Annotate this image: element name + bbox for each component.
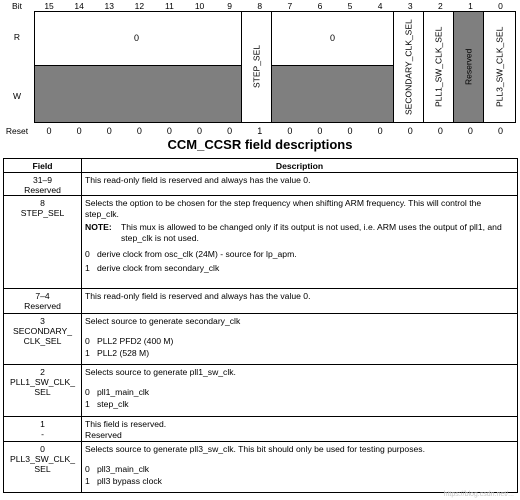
secondary-clk-sel-label: SECONDARY_CLK_SEL	[403, 19, 414, 115]
description-text: Selects the option to be chosen for the step frequency when shifting ARM frequency. This will control the step_clk.	[85, 198, 482, 219]
reserved-high-read-value: 0	[134, 33, 140, 43]
field-name: STEP_SEL	[20, 208, 65, 218]
reserved-bit1-label: Reserved	[463, 48, 474, 86]
reset-value: 0	[377, 126, 383, 136]
description-cell	[82, 365, 518, 417]
bit-number: 2	[437, 1, 443, 11]
field-cell	[4, 365, 82, 417]
option-0-value: 0	[85, 335, 90, 346]
field-cell	[4, 173, 82, 196]
field-bits: 1	[40, 419, 45, 429]
step-sel-cell	[241, 11, 272, 123]
description-text: Selects source to generate pll3_sw_clk. This bit should only be used for testing purposes.	[85, 444, 425, 454]
option-1-value: 1	[85, 399, 90, 410]
reset-value: 0	[287, 126, 293, 136]
field-cell	[4, 196, 82, 289]
pll3-sw-clk-sel-label: PLL3_SW_CLK_SEL	[494, 26, 505, 108]
secondary-clk-sel-cell	[393, 11, 424, 123]
pll1-sw-clk-sel-cell	[423, 11, 454, 123]
field-bits: 2	[40, 367, 45, 377]
field-name: Reserved	[24, 185, 61, 195]
option-0	[85, 249, 514, 260]
description-text-2: Reserved	[85, 429, 122, 440]
bit-number: 6	[317, 1, 323, 11]
description-cell	[82, 442, 518, 493]
option-0-value: 0	[85, 249, 90, 260]
reset-value: 0	[197, 126, 203, 136]
bit-number: 0	[498, 1, 503, 11]
reserved-bit1-cell	[453, 11, 484, 123]
field-cell	[4, 289, 82, 314]
reset-value: 0	[76, 126, 82, 136]
field-description-table	[3, 158, 518, 493]
field-cell	[4, 442, 82, 493]
reserved-mid-read-value: 0	[330, 33, 336, 43]
field-bits: 8	[40, 198, 45, 208]
bit-number: 10	[194, 1, 205, 11]
option-1-text: pll3 bypass clock	[97, 476, 162, 487]
option-1-value: 1	[85, 348, 90, 359]
bit-number: 8	[257, 1, 263, 11]
field-bits: 3	[40, 316, 45, 326]
description-text: This field is reserved.	[85, 419, 167, 429]
description-text: Select source to generate secondary_clk	[85, 316, 241, 326]
table-row	[4, 196, 518, 289]
description-cell	[82, 196, 518, 289]
reset-value: 1	[257, 126, 263, 136]
description-text: Selects source to generate pll1_sw_clk.	[85, 367, 236, 377]
reserved-mid-read-cell	[271, 11, 394, 66]
step-sel-label: STEP_SEL	[251, 45, 262, 89]
field-name: PLL3_SW_CLK_	[10, 454, 75, 464]
reset-value: 0	[46, 126, 52, 136]
option-0	[85, 464, 514, 475]
reset-value: 0	[407, 126, 413, 136]
note-text: This mux is allowed to be changed only if its output is not used, i.e. ARM uses the output of pll1, and step_clk is not used.	[121, 222, 502, 243]
field-name-cont: SEL	[34, 464, 51, 474]
option-1	[85, 263, 514, 274]
description-cell	[82, 173, 518, 196]
reset-value: 0	[498, 126, 504, 136]
option-1-text: derive clock from secondary_clk	[97, 262, 220, 273]
read-row-label: R	[13, 32, 21, 42]
option-1-value: 1	[85, 262, 90, 273]
field-bits: 7–4	[35, 291, 50, 301]
option-0-text: derive clock from osc_clk (24M) - source for lp_apm.	[97, 249, 297, 260]
field-cell	[4, 417, 82, 442]
note-block	[85, 222, 514, 243]
bit-number: 3	[407, 1, 413, 11]
reset-value: 0	[166, 126, 172, 136]
option-0-value: 0	[85, 386, 90, 397]
option-1-text: step_clk	[97, 399, 129, 410]
bit-number: 7	[287, 1, 293, 11]
option-0-text: pll3_main_clk	[97, 463, 150, 474]
option-0-text: pll1_main_clk	[97, 386, 150, 397]
write-row-label: W	[12, 91, 22, 101]
reset-value: 0	[136, 126, 142, 136]
table-row	[4, 365, 518, 417]
bit-number: 15	[44, 1, 54, 11]
bit-number: 13	[104, 1, 114, 11]
reset-value: 0	[437, 126, 443, 136]
page-title: CCM_CCSR field descriptions	[167, 137, 353, 152]
field-column-header: Field	[4, 159, 82, 173]
pll1-sw-clk-sel-label: PLL1_SW_CLK_SEL	[433, 26, 444, 108]
table-row	[4, 417, 518, 442]
option-1-text: PLL2 (528 M)	[97, 348, 150, 359]
option-1	[85, 476, 514, 487]
field-name: -	[41, 429, 44, 439]
option-0-value: 0	[85, 463, 90, 474]
field-cell	[4, 314, 82, 365]
bit-number: 11	[165, 1, 174, 11]
bit-number: 4	[377, 1, 383, 11]
note-label: NOTE:	[85, 222, 112, 233]
reset-row-label: Reset	[5, 126, 29, 136]
reset-value: 0	[317, 126, 323, 136]
field-bits: 31–9	[32, 175, 53, 185]
table-header-row	[4, 159, 518, 173]
description-cell	[82, 289, 518, 314]
option-1	[85, 348, 514, 359]
description-text: This read-only field is reserved and always has the value 0.	[85, 291, 311, 301]
reserved-high-read-cell	[34, 11, 242, 66]
table-row	[4, 289, 518, 314]
description-cell	[82, 314, 518, 365]
field-name: Reserved	[24, 301, 61, 311]
bit-number: 12	[134, 1, 145, 11]
bit-number: 14	[74, 1, 84, 11]
table-row	[4, 314, 518, 365]
reserved-high-write-cell	[34, 65, 242, 123]
option-1-value: 1	[85, 476, 90, 487]
bit-row-label: Bit	[12, 1, 22, 11]
watermark: https://blog.csdn.net/...	[443, 491, 514, 498]
table-row	[4, 173, 518, 196]
description-cell	[82, 417, 518, 442]
table-row	[4, 442, 518, 493]
option-1	[85, 399, 514, 410]
bit-number: 9	[227, 1, 232, 11]
option-0-text: PLL2 PFD2 (400 M)	[97, 335, 174, 346]
reset-value: 0	[467, 126, 473, 136]
description-column-header: Description	[82, 159, 518, 173]
reset-value: 0	[227, 126, 233, 136]
bit-number: 1	[468, 1, 473, 11]
field-name: PLL1_SW_CLK_	[10, 377, 75, 387]
pll3-sw-clk-sel-cell	[483, 11, 516, 123]
reset-value: 0	[106, 126, 112, 136]
option-0	[85, 336, 514, 347]
reset-value: 0	[347, 126, 353, 136]
reserved-mid-write-cell	[271, 65, 394, 123]
field-name: SECONDARY_	[12, 326, 73, 336]
register-diagram	[0, 0, 520, 140]
field-name-cont: CLK_SEL	[23, 336, 62, 346]
bit-number: 5	[347, 1, 353, 11]
description-text: This read-only field is reserved and always has the value 0.	[85, 175, 311, 185]
option-0	[85, 387, 514, 398]
field-bits: 0	[40, 444, 45, 454]
field-name-cont: SEL	[34, 387, 51, 397]
